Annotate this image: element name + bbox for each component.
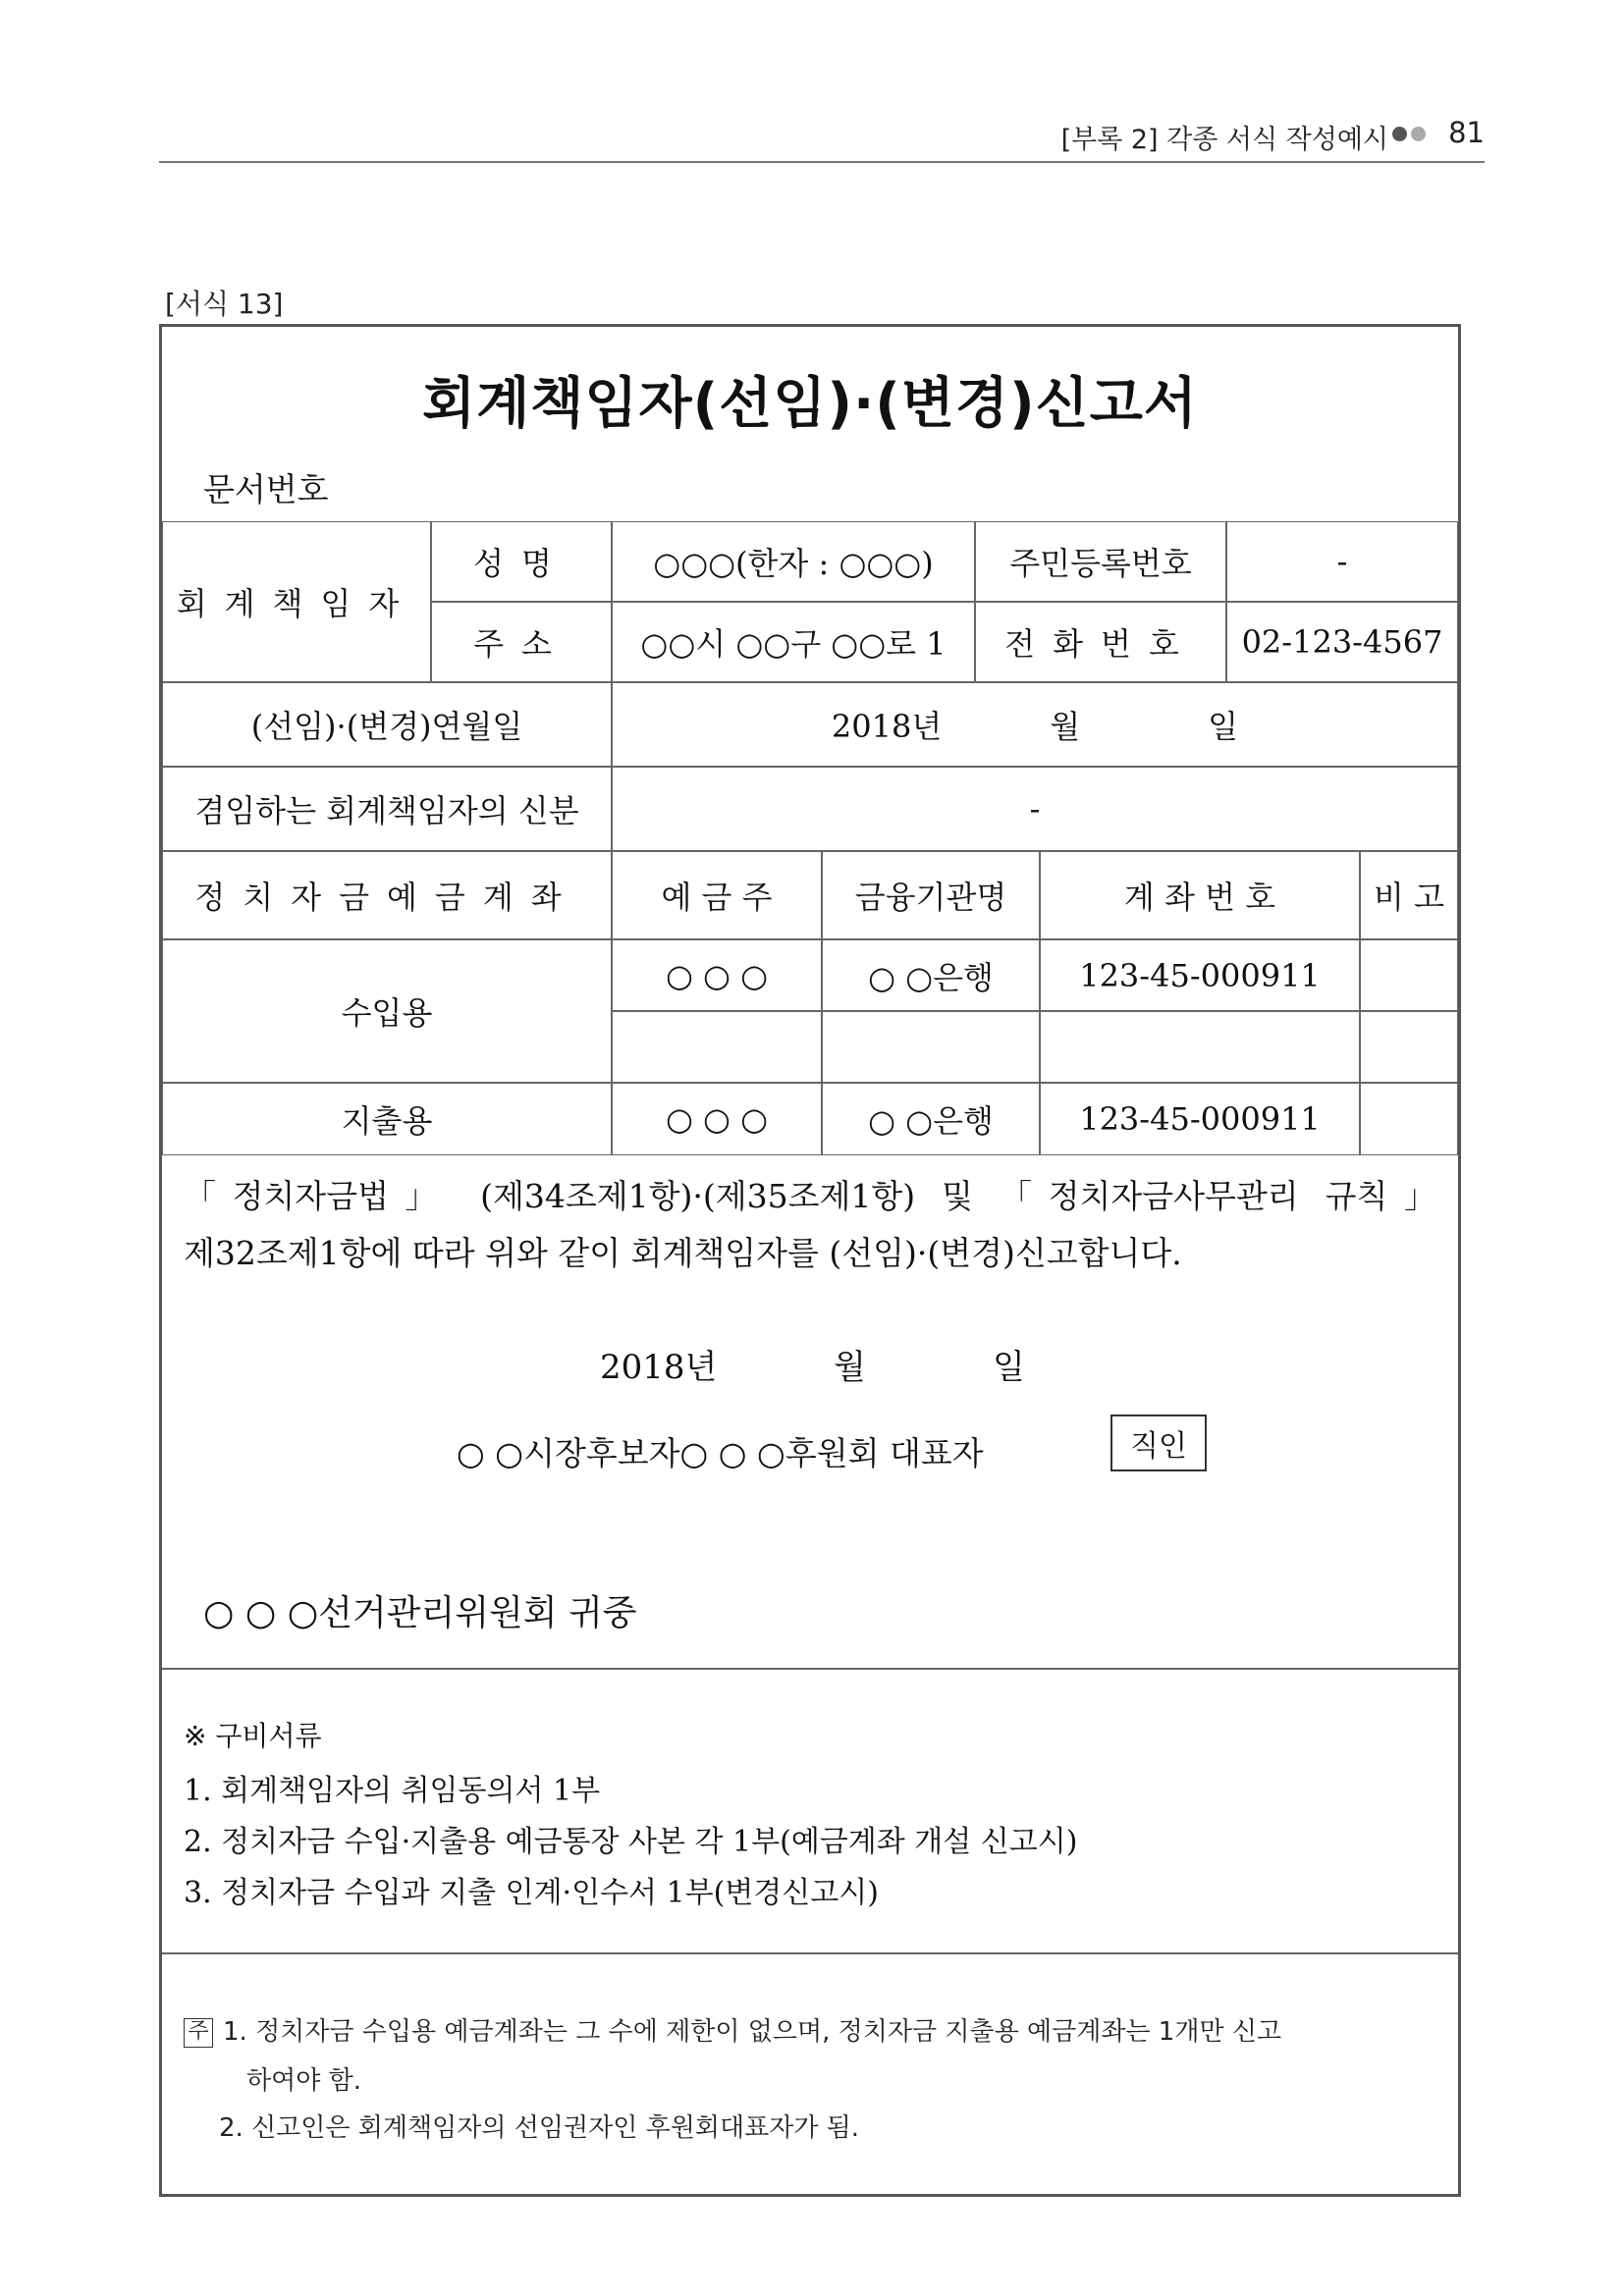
note-line-3: 2. 신고인은 회계책임자의 선임권자인 후원회대표자가 됨. <box>219 2113 860 2143</box>
name-label: 성명 <box>431 521 612 602</box>
note-line-1 <box>184 2011 1281 2048</box>
dot-dark-icon <box>1392 127 1407 141</box>
note-line-2: 하여야 함. <box>246 2066 361 2096</box>
concurrent-role-value: - <box>612 767 1458 851</box>
declaration-month: 월 <box>834 1348 866 1387</box>
date-month: 월 <box>1050 708 1081 745</box>
doc-number-label: 문서번호 <box>203 470 329 508</box>
account-header-holder: 예 금 주 <box>612 851 822 939</box>
divider-2 <box>162 1952 1458 1954</box>
declaration-line-2: 제32조제1항에 따라 위와 같이 회계책임자를 (선임)·(변경)신고합니다. <box>184 1234 1182 1272</box>
section-title: [부록 2] 각종 서식 작성예시 <box>1060 125 1388 155</box>
signer: ○ ○시장후보자○ ○ ○후원회 대표자 <box>457 1434 984 1472</box>
date-year: 2018년 <box>831 708 943 745</box>
header-dots <box>1388 118 1426 148</box>
declaration-year: 2018년 <box>600 1348 718 1387</box>
recipient: ○ ○ ○선거관리위원회 귀중 <box>203 1593 637 1633</box>
rrn-label: 주민등록번호 <box>975 521 1226 602</box>
income-holder-1: ○ ○ ○ <box>612 939 822 1011</box>
name-value: ○○○(한자 : ○○○) <box>612 521 975 602</box>
address-label: 주소 <box>431 602 612 682</box>
form-label: [서식 13] <box>165 288 284 320</box>
account-header-bank: 금융기관명 <box>822 851 1040 939</box>
phone-value: 02-123-4567 <box>1226 602 1458 682</box>
expense-number: 123-45-000911 <box>1040 1083 1360 1155</box>
required-doc-item: 3. 정치자금 수입과 지출 인계·인수서 1부(변경신고시) <box>184 1876 879 1910</box>
income-label: 수입용 <box>162 939 612 1083</box>
form-frame <box>159 324 1461 2197</box>
required-docs-title: ※ 구비서류 <box>184 1720 322 1752</box>
phone-label: 전화번호 <box>975 602 1226 682</box>
income-number-2 <box>1040 1011 1360 1083</box>
required-doc-item: 1. 회계책임자의 취임동의서 1부 <box>184 1774 601 1808</box>
income-remarks-1 <box>1360 939 1458 1011</box>
note-text-1: 1. 정치자금 수입용 예금계좌는 그 수에 제한이 없으며, 정치자금 지출용 예금계좌는 1개만 신고 <box>223 2017 1282 2047</box>
form-title: 회계책임자(선임)·(변경)신고서 <box>422 372 1198 436</box>
appointment-date-value <box>612 682 1458 767</box>
expense-bank: ○ ○은행 <box>822 1083 1040 1155</box>
appointment-date-label: (선임)·(변경)연월일 <box>162 682 612 767</box>
required-doc-item: 2. 정치자금 수입·지출용 예금통장 사본 각 1부(예금계좌 개설 신고시) <box>184 1825 1078 1859</box>
divider-1 <box>162 1668 1458 1670</box>
official-seal-box: 직인 <box>1110 1415 1207 1471</box>
income-bank-1: ○ ○은행 <box>822 939 1040 1011</box>
account-header-number: 계 좌 번 호 <box>1040 851 1360 939</box>
address-value: ○○시 ○○구 ○○로 1 <box>612 602 975 682</box>
concurrent-role-label: 겸임하는 회계책임자의 신분 <box>162 767 612 851</box>
treasurer-label: 회계책임자 <box>162 521 431 682</box>
date-day: 일 <box>1208 708 1239 745</box>
expense-remarks <box>1360 1083 1458 1155</box>
accounts-label: 정치자금예금계좌 <box>162 851 612 939</box>
income-remarks-2 <box>1360 1011 1458 1083</box>
income-number-1: 123-45-000911 <box>1040 939 1360 1011</box>
declaration-line-1: 「정치자금법」 (제34조제1항)·(제35조제1항) 및 「정치자금사무관리 규칙」 <box>184 1177 1436 1215</box>
note-mark: 주 <box>184 2018 213 2048</box>
rrn-value: - <box>1226 521 1458 602</box>
expense-holder: ○ ○ ○ <box>612 1083 822 1155</box>
income-holder-2 <box>612 1011 822 1083</box>
account-header-remarks: 비 고 <box>1360 851 1458 939</box>
dot-light-icon <box>1411 127 1426 141</box>
page-header <box>159 118 1485 163</box>
page-number: 81 <box>1448 116 1485 149</box>
declaration-day: 일 <box>993 1348 1025 1387</box>
expense-label: 지출용 <box>162 1083 612 1155</box>
income-bank-2 <box>822 1011 1040 1083</box>
